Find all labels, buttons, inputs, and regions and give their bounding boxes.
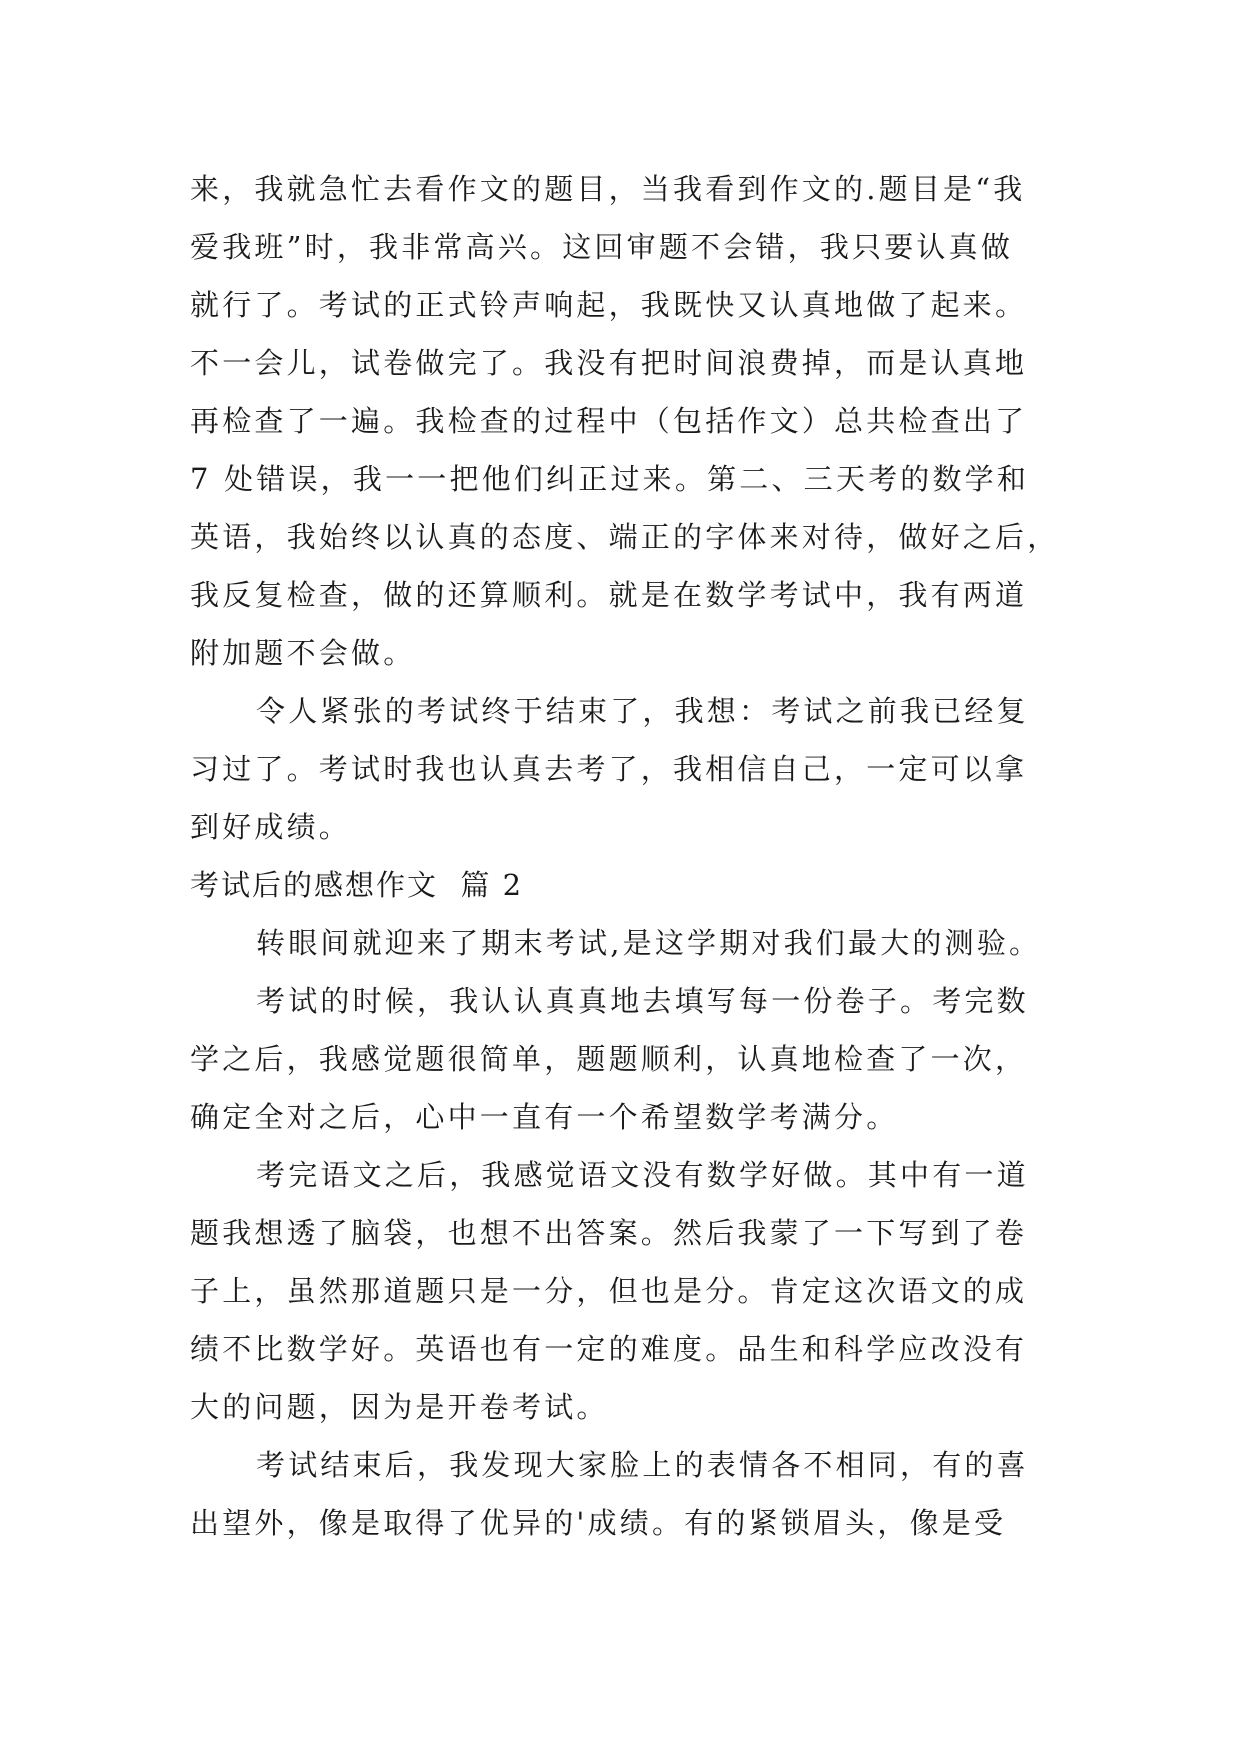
text-line: 学之后，我感觉题很简单，题题顺利，认真地检查了一次， (190, 1042, 1028, 1076)
text-line: 就行了。考试的正式铃声响起，我既快又认真地做了起来。 (190, 288, 1028, 322)
text-line: 出望外，像是取得了优异的'成绩。有的紧锁眉头，像是受 (190, 1506, 1007, 1540)
paragraph-1 (190, 160, 1090, 682)
text-line: 题我想透了脑袋，也想不出答案。然后我蒙了一下写到了卷 (190, 1216, 1028, 1250)
text-line: 考完语文之后，我感觉语文没有数学好做。其中有一道 (256, 1158, 1029, 1192)
text-line: 习过了。考试时我也认真去考了，我相信自己，一定可以拿 (190, 752, 1028, 786)
text-line: 英语，我始终以认真的态度、端正的字体来对待，做好之后， (190, 520, 1060, 554)
text-body (190, 160, 1090, 1552)
text-line: 爱我班”时，我非常高兴。这回审题不会错，我只要认真做 (190, 230, 1014, 264)
text-line: 7 处错误，我一一把他们纠正过来。第二、三天考的数学和 (190, 462, 1030, 496)
text-line: 大的问题，因为是开卷考试。 (190, 1390, 609, 1424)
paragraph-3 (190, 914, 1090, 972)
text-line: 到好成绩。 (190, 810, 352, 844)
text-line: 子上，虽然那道题只是一分，但也是分。肯定这次语文的成 (190, 1274, 1028, 1308)
text-line: 附加题不会做。 (190, 636, 416, 670)
text-line: 绩不比数学好。英语也有一定的难度。品生和科学应改没有 (190, 1332, 1028, 1366)
text-line: 考试结束后，我发现大家脸上的表情各不相同，有的喜 (256, 1448, 1029, 1482)
text-line: 令人紧张的考试终于结束了，我想：考试之前我已经复 (256, 694, 1029, 728)
text-line: 我反复检查，做的还算顺利。就是在数学考试中，我有两道 (190, 578, 1028, 612)
text-line: 来，我就急忙去看作文的题目，当我看到作文的.题目是“我 (190, 172, 1026, 206)
text-line: 确定全对之后，心中一直有一个希望数学考满分。 (190, 1100, 899, 1134)
text-line: 考试的时候，我认认真真地去填写每一份卷子。考完数 (256, 984, 1029, 1018)
text-line: 不一会儿，试卷做完了。我没有把时间浪费掉，而是认真地 (190, 346, 1028, 380)
text-line: 转眼间就迎来了期末考试,是这学期对我们最大的测验。 (256, 926, 1042, 960)
paragraph-5 (190, 1146, 1090, 1436)
paragraph-2 (190, 682, 1090, 856)
paragraph-4 (190, 972, 1090, 1146)
text-line: 再检查了一遍。我检查的过程中（包括作文）总共检查出了 (190, 404, 1028, 438)
paragraph-6 (190, 1436, 1090, 1552)
section-heading: 考试后的感想作文 篇 2 (190, 868, 524, 902)
